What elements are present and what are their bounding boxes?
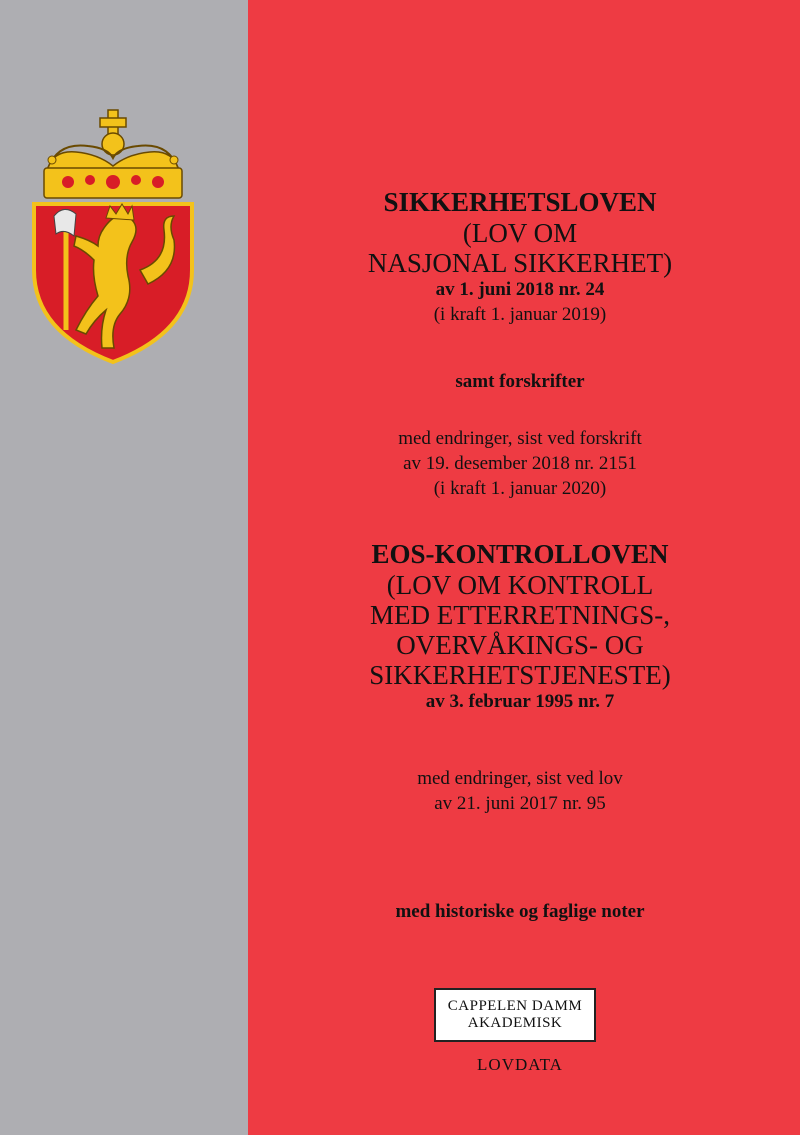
publisher-logo: [434, 988, 596, 1042]
law1-block: [270, 186, 770, 327]
law1-amendments: [270, 426, 770, 501]
law2-title: EOS-KONTROLLOVEN: [371, 539, 669, 569]
coat-of-arms-icon: [28, 100, 198, 370]
law2-amendment-line-2: av 21. juni 2017 nr. 95: [434, 793, 606, 814]
law1-in-force: (i kraft 1. januar 2019): [433, 304, 607, 325]
notes-text: med historiske og faglige noter: [395, 901, 645, 922]
law1-date: av 1. juni 2018 nr. 24: [435, 279, 605, 300]
law2-amendments: [270, 766, 770, 816]
supplement-text: samt forskrifter: [455, 371, 585, 392]
law1-amendment-line-3: (i kraft 1. januar 2020): [433, 478, 607, 499]
notes-block: [270, 900, 770, 924]
law1-subtitle-line-1: (LOV OM: [462, 218, 578, 248]
law2-subtitle-line-3: OVERVÅKINGS- OG: [396, 630, 644, 660]
distributor-name: LOVDATA: [477, 1055, 563, 1074]
law1-amendment-line-1: med endringer, sist ved forskrift: [398, 428, 642, 449]
law2-date: av 3. februar 1995 nr. 7: [425, 691, 615, 712]
law2-amendment-line-1: med endringer, sist ved lov: [417, 768, 623, 789]
supplement-block: [270, 370, 770, 394]
law2-subtitle-line-1: (LOV OM KONTROLL: [386, 570, 654, 600]
law2-subtitle-line-2: MED ETTERRETNINGS-,: [370, 600, 670, 630]
publisher-line-1: CAPPELEN DAMM: [447, 998, 583, 1014]
law1-subtitle-line-2: NASJONAL SIKKERHET): [367, 248, 673, 278]
law2-block: [270, 538, 770, 714]
law1-title: SIKKERHETSLOVEN: [383, 187, 657, 217]
law1-amendment-line-2: av 19. desember 2018 nr. 2151: [403, 453, 637, 474]
publisher-line-2: AKADEMISK: [467, 1015, 563, 1031]
law2-subtitle-line-4: SIKKERHETSTJENESTE): [369, 660, 671, 690]
